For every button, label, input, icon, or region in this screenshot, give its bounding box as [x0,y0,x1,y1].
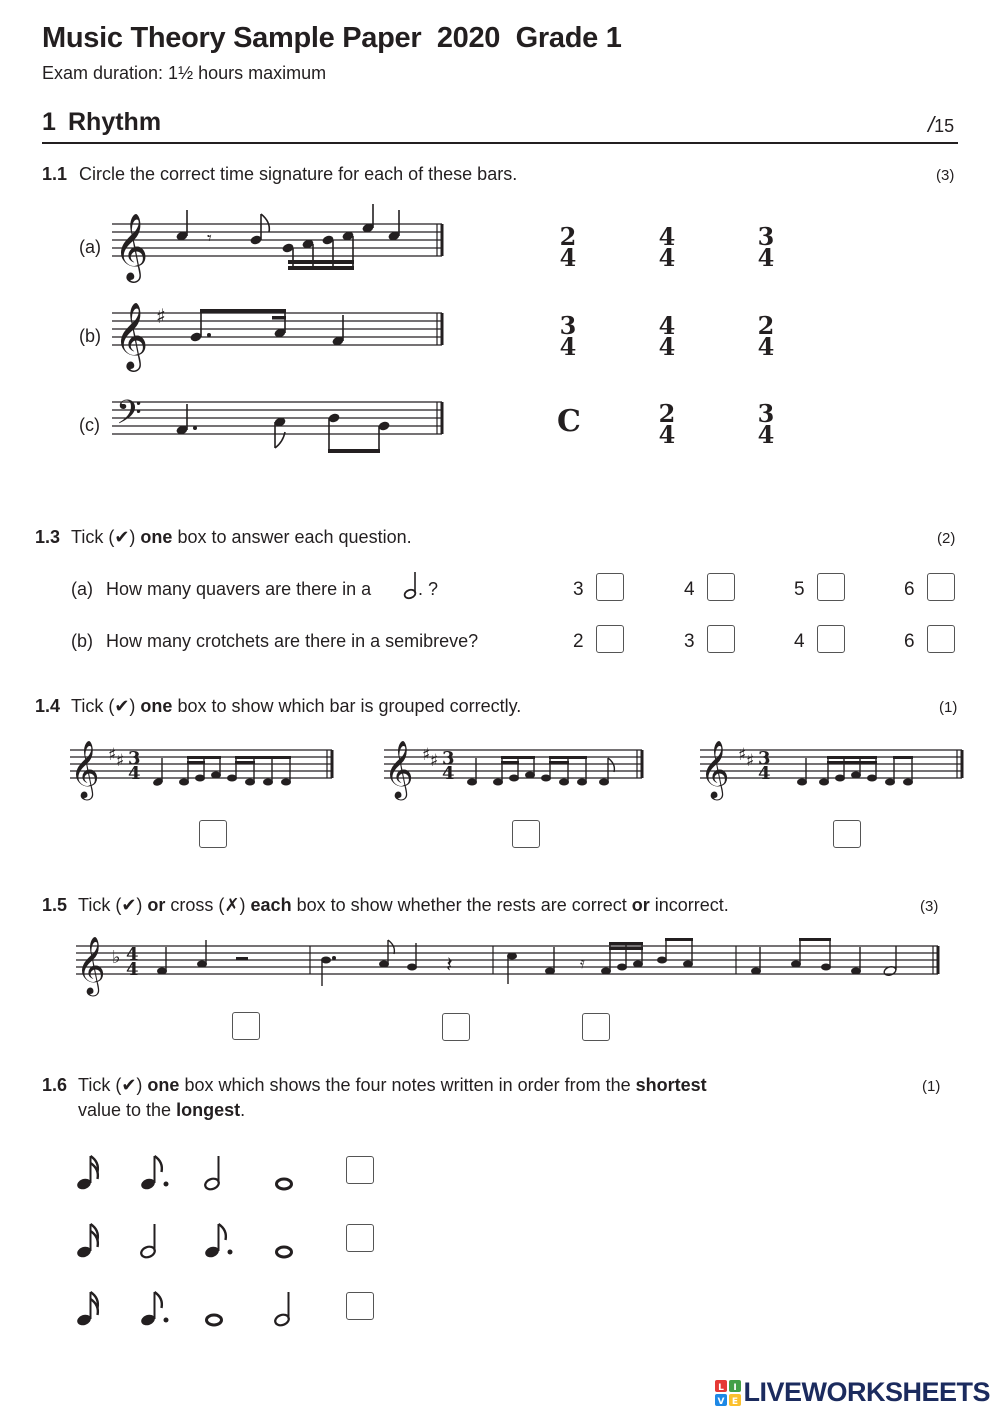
q1-3-text-bold: one [140,527,173,547]
timesig-option-b1[interactable] [556,311,580,361]
q1-3b-opt2-label: 3 [684,631,695,652]
minim-note-icon [270,1286,314,1330]
timesig-option-b2[interactable] [655,311,679,361]
timesig-option-a2[interactable] [655,222,679,272]
timesig-top: 2 [658,399,676,428]
q1-5-timesig-bottom: 4 [126,959,139,980]
timesig-bottom: 4 [757,332,775,361]
timesig-bottom: 4 [757,420,775,449]
svg-text:𝄢: 𝄢 [116,394,142,440]
q1-4-opt3-checkbox[interactable] [833,820,861,848]
q1-1-marks: (3) [936,167,955,184]
svg-text:♯: ♯ [116,751,125,771]
logo-letter: V [717,1396,725,1406]
q1-3b-opt3-label: 4 [794,631,805,652]
q1-3b-opt3-checkbox[interactable] [817,625,845,653]
svg-text:♯: ♯ [422,745,431,765]
tick-symbol: ✔ [114,696,130,716]
paper-title: Music Theory Sample Paper 2020 Grade 1 [42,22,622,54]
semiquaver-note-icon [72,1286,116,1330]
q1-3a-opt3-label: 5 [794,579,805,600]
timesig-top: 4 [658,311,676,340]
liveworksheets-logo-icon [715,1380,741,1406]
timesig-top: 3 [757,222,775,251]
q1-4-text [71,696,521,717]
q1-5-text-part: box to show whether the rests are correct [291,895,632,915]
svg-text:𝄞: 𝄞 [70,740,100,798]
q1-5-timesig-top: 4 [126,944,139,965]
q1-4-number: 1.4 [35,696,61,716]
svg-text:𝄞: 𝄞 [114,301,149,369]
q1-6-number: 1.6 [42,1075,68,1095]
q1-6-row2-checkbox[interactable] [346,1224,374,1252]
q1-3-number: 1.3 [35,527,61,547]
q1-6-row1-checkbox[interactable] [346,1156,374,1184]
q1-5-text-part: Tick ( [78,895,122,915]
liveworksheets-logo[interactable] [715,1377,990,1408]
dotted-quaver-note-icon [200,1218,244,1262]
section-divider [42,142,958,144]
q1-5-bar2-checkbox[interactable] [442,1013,470,1041]
q1-3b-text: How many crotchets are there in a semibreve? [106,631,479,651]
timesig-option-b3[interactable] [754,311,778,361]
q1-6-row2-note [136,1218,180,1267]
q1-5-text-bold: each [250,895,292,915]
q1-3a-suffix: . ? [418,579,439,599]
semibreve-note-icon [200,1286,244,1330]
q1-6-text-part: ) [136,1075,148,1095]
svg-text:♯: ♯ [108,745,117,765]
q1-6-text-bold: shortest [635,1075,707,1095]
timesig-top: 3 [757,399,775,428]
section-title: Rhythm [68,108,162,136]
q1-3a-opt4-checkbox[interactable] [927,573,955,601]
q1-6-row3-checkbox[interactable] [346,1292,374,1320]
q1-1-number: 1.1 [42,164,68,184]
q1-4-text-bold: one [140,696,173,716]
q1-3a-opt2-label: 4 [684,579,695,600]
timesig-bottom: 4 [559,332,577,361]
q1-6-text-bold: longest [176,1100,241,1120]
timesig-option-c3[interactable] [754,399,778,449]
svg-text:𝄾: 𝄾 [207,228,212,249]
exam-duration: Exam duration: 1½ hours maximum [42,63,327,83]
q1-6-row1-note [72,1150,116,1199]
svg-text:𝄞: 𝄞 [76,936,106,994]
staff-1-4-option2 [384,738,654,808]
timesig-bottom: 4 [658,332,676,361]
q1-5-text-part: ) [136,895,148,915]
q1-3b-label: (b) [71,631,93,651]
svg-text:♭: ♭ [112,947,121,968]
q1-4-text-part: Tick ( [71,696,115,716]
timesig-option-c1[interactable]: C [557,404,581,439]
q1-6-row3-note [72,1286,116,1335]
logo-letter: L [718,1382,725,1393]
q1-6-row1-note [136,1150,180,1199]
q1-6-text-part: . [240,1100,246,1120]
section-number: 1 [42,108,56,136]
semibreve-note-icon [270,1150,314,1194]
marks-slash: / [928,112,935,137]
q1-3b-opt4-label: 6 [904,631,915,652]
q1-4-timesig-top: 3 [758,748,771,769]
q1-3a-opt4-label: 6 [904,579,915,600]
q1-5-text-part: cross ( [165,895,225,915]
q1-4-timesig-top: 3 [442,748,455,769]
q1-5-number: 1.5 [42,895,68,915]
q1-1a-label: (a) [79,237,101,257]
timesig-option-a1[interactable] [556,222,580,272]
q1-3b-opt1-checkbox[interactable] [596,625,624,653]
semiquaver-note-icon [72,1150,116,1194]
q1-6-text-part: box which shows the four notes written in order from the [179,1075,636,1095]
q1-6-marks: (1) [922,1078,941,1095]
staff-1-1b [112,297,452,377]
brand-name: LIVEWORKSHEETS [743,1377,990,1407]
q1-3-marks: (2) [937,530,956,547]
svg-text:♯: ♯ [746,751,755,771]
tick-symbol: ✔ [121,1075,137,1095]
q1-6-row2-note [72,1218,116,1267]
staff-1-4-option3 [700,738,970,808]
svg-text:𝄞: 𝄞 [114,212,149,280]
tick-symbol: ✔ [121,895,137,915]
q1-4-timesig-bottom: 4 [758,763,771,784]
timesig-top: 2 [559,222,577,251]
q1-5-bar3-checkbox[interactable] [582,1013,610,1041]
staff-1-1a [112,208,452,288]
svg-text:♯: ♯ [738,745,747,765]
q1-3b-opt2-checkbox[interactable] [707,625,735,653]
svg-text:𝄞: 𝄞 [700,740,730,798]
cross-symbol: ✗ [224,895,240,915]
q1-6-row2-note [200,1218,244,1267]
q1-5-bar1-checkbox[interactable] [232,1012,260,1040]
staff-1-5 [76,934,946,1004]
q1-6-text-part: value to the [78,1100,177,1120]
q1-4-text-part: box to show which bar is grouped correctly. [172,696,522,716]
timesig-option-a3[interactable] [754,222,778,272]
q1-6-text-part: Tick ( [78,1075,122,1095]
staff-1-1c [112,386,452,466]
tick-symbol: ✔ [114,527,130,547]
logo-letter: E [732,1396,739,1406]
svg-text:♯: ♯ [430,751,439,771]
q1-4-timesig-top: 3 [128,748,141,769]
svg-text:𝄿: 𝄿 [580,953,585,972]
q1-1b-label: (b) [79,326,101,346]
q1-5-text-bold: or [147,895,166,915]
q1-3-text [71,527,412,548]
minim-note-icon [136,1218,180,1262]
svg-text:𝄞: 𝄞 [384,740,414,798]
q1-4-text-part: ) [129,696,141,716]
marks-total: 15 [934,116,955,136]
q1-6-row1-note [200,1150,244,1199]
q1-6-row3-note [270,1286,314,1335]
timesig-bottom: 4 [658,243,676,272]
q1-1c-label: (c) [79,415,100,435]
dotted-quaver-note-icon [136,1286,180,1330]
minim-note-icon [200,1150,244,1194]
q1-3a-opt1-label: 3 [573,579,584,600]
q1-5-text-bold: or [631,895,650,915]
timesig-bottom: 4 [658,420,676,449]
q1-4-opt2-checkbox[interactable] [512,820,540,848]
q1-5-text-part: ) [239,895,251,915]
q1-3a-label: (a) [71,579,93,599]
q1-5-marks: (3) [920,898,939,915]
staff-1-4-option1 [70,738,340,808]
dotted-quaver-note-icon [136,1150,180,1194]
q1-3a-text: How many quavers are there in a [106,579,372,599]
timesig-top: 4 [658,222,676,251]
q1-3-text-part: box to answer each question. [172,527,412,547]
q1-4-timesig-bottom: 4 [128,763,141,784]
q1-3a-opt3-checkbox[interactable] [817,573,845,601]
timesig-top: 2 [757,311,775,340]
svg-text:𝄽: 𝄽 [446,953,453,978]
q1-5-text [78,895,729,916]
q1-6-row3-note [200,1286,244,1335]
q1-6-text-line2 [78,1100,245,1121]
q1-4-opt1-checkbox[interactable] [199,820,227,848]
timesig-bottom: 4 [559,243,577,272]
q1-3b-opt1-label: 2 [573,631,584,652]
q1-3-text-part: Tick ( [71,527,115,547]
q1-6-row3-note [136,1286,180,1335]
q1-3-text-part: ) [129,527,141,547]
logo-letter: I [733,1382,738,1393]
q1-6-row2-note [270,1218,314,1267]
semiquaver-note-icon [72,1218,116,1262]
semibreve-note-icon [270,1218,314,1262]
q1-6-text-bold: one [147,1075,180,1095]
svg-text:♯: ♯ [156,304,166,328]
q1-4-timesig-bottom: 4 [442,763,455,784]
q1-3b-opt4-checkbox[interactable] [927,625,955,653]
timesig-bottom: 4 [757,243,775,272]
q1-1-text: Circle the correct time signature for each of these bars. [79,164,518,184]
timesig-top: 3 [559,311,577,340]
q1-3a-opt2-checkbox[interactable] [707,573,735,601]
q1-4-marks: (1) [939,699,958,716]
q1-5-text-part: incorrect. [649,895,729,915]
timesig-option-c2[interactable] [655,399,679,449]
section-marks [928,112,954,138]
q1-6-text-line1 [78,1075,707,1096]
q1-3a-opt1-checkbox[interactable] [596,573,624,601]
q1-6-row1-note [270,1150,314,1199]
